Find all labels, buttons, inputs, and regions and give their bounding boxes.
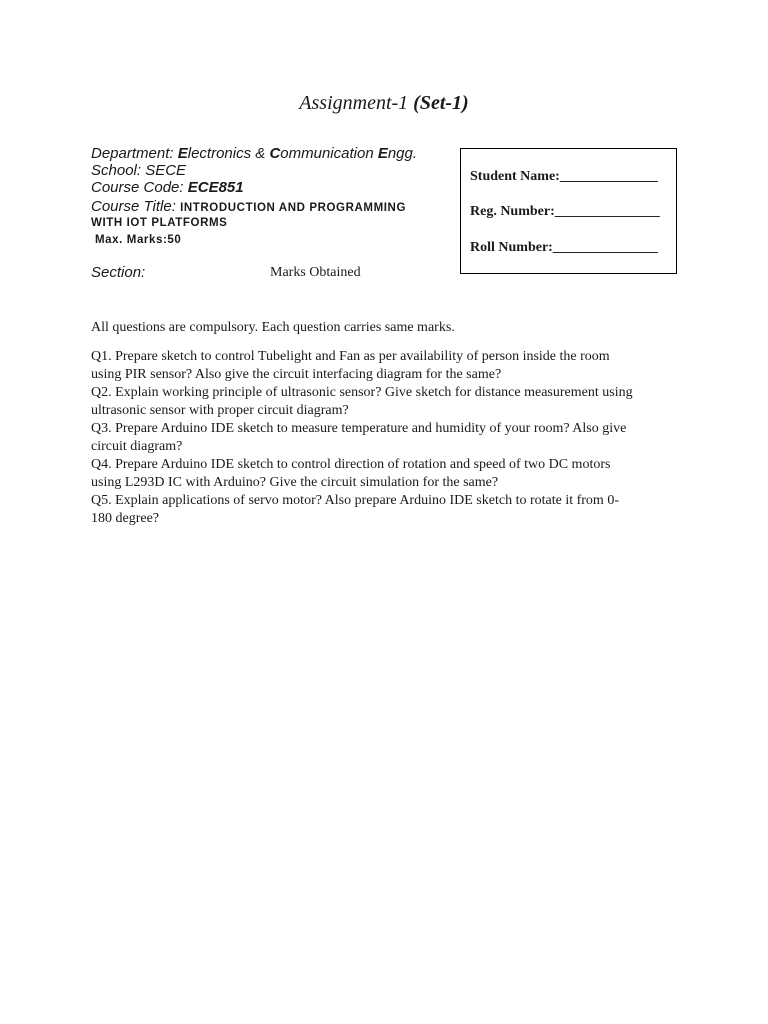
max-marks: Max. Marks:50: [95, 234, 182, 246]
question-text-line: Q1. Prepare sketch to control Tubelight and Fan as per availability of person inside the room: [91, 349, 610, 364]
course-title-line1: INTRODUCTION AND PROGRAMMING: [180, 202, 406, 214]
course-title-label: Course Title:: [91, 198, 176, 215]
department-value: [178, 145, 417, 162]
question-item: [91, 348, 691, 384]
department-value-part: ngg.: [387, 145, 418, 162]
question-text-line: 180 degree?: [91, 511, 160, 526]
question-item: [91, 492, 691, 528]
course-code-line: [91, 179, 244, 196]
course-title-line2: WITH IOT PLATFORMS: [91, 217, 228, 229]
question-text-line: Q3. Prepare Arduino IDE sketch to measure temperature and humidity of your room? Also give: [91, 421, 627, 436]
instructions: All questions are compulsory. Each question carries same marks.: [91, 320, 455, 335]
question-text-line: using L293D IC with Arduino? Give the circuit simulation for the same?: [91, 475, 499, 490]
department-line: [91, 145, 417, 162]
department-value-part: C: [269, 145, 281, 162]
question-text-line: using PIR sensor? Also give the circuit interfacing diagram for the same?: [91, 367, 502, 382]
course-code-value: ECE851: [187, 179, 244, 196]
section-label: Section:: [91, 264, 146, 281]
question-item: [91, 384, 691, 420]
question-text-line: circuit diagram?: [91, 439, 183, 454]
department-value-part: ommunication: [280, 145, 378, 162]
student-info-box: [460, 148, 677, 274]
school-line: School: SECE: [91, 162, 187, 179]
department-value-part: lectronics &: [187, 145, 270, 162]
department-value-part: E: [377, 145, 388, 162]
question-item: [91, 456, 691, 492]
question-text-line: Q5. Explain applications of servo motor? Also prepare Arduino IDE sketch to rotate it from 0-: [91, 493, 619, 508]
assignment-set-label: (Set-1): [413, 92, 469, 114]
marks-obtained-label: Marks Obtained: [270, 265, 361, 280]
assignment-title: [0, 92, 768, 115]
question-list: [91, 348, 691, 528]
department-label: Department:: [91, 145, 174, 162]
reg-number-field: Reg. Number:_______________: [470, 204, 660, 219]
department-value-part: E: [177, 145, 188, 162]
question-text-line: Q2. Explain working principle of ultrasonic sensor? Give sketch for distance measurement using: [91, 385, 633, 400]
roll-number-field: Roll Number:_______________: [470, 240, 658, 255]
question-text-line: ultrasonic sensor with proper circuit diagram?: [91, 403, 349, 418]
course-code-label: Course Code:: [91, 179, 184, 196]
question-item: [91, 420, 691, 456]
question-text-line: Q4. Prepare Arduino IDE sketch to control direction of rotation and speed of two DC motors: [91, 457, 611, 472]
student-name-field: Student Name:______________: [470, 169, 658, 184]
assignment-title-main: Assignment-1: [299, 92, 409, 114]
